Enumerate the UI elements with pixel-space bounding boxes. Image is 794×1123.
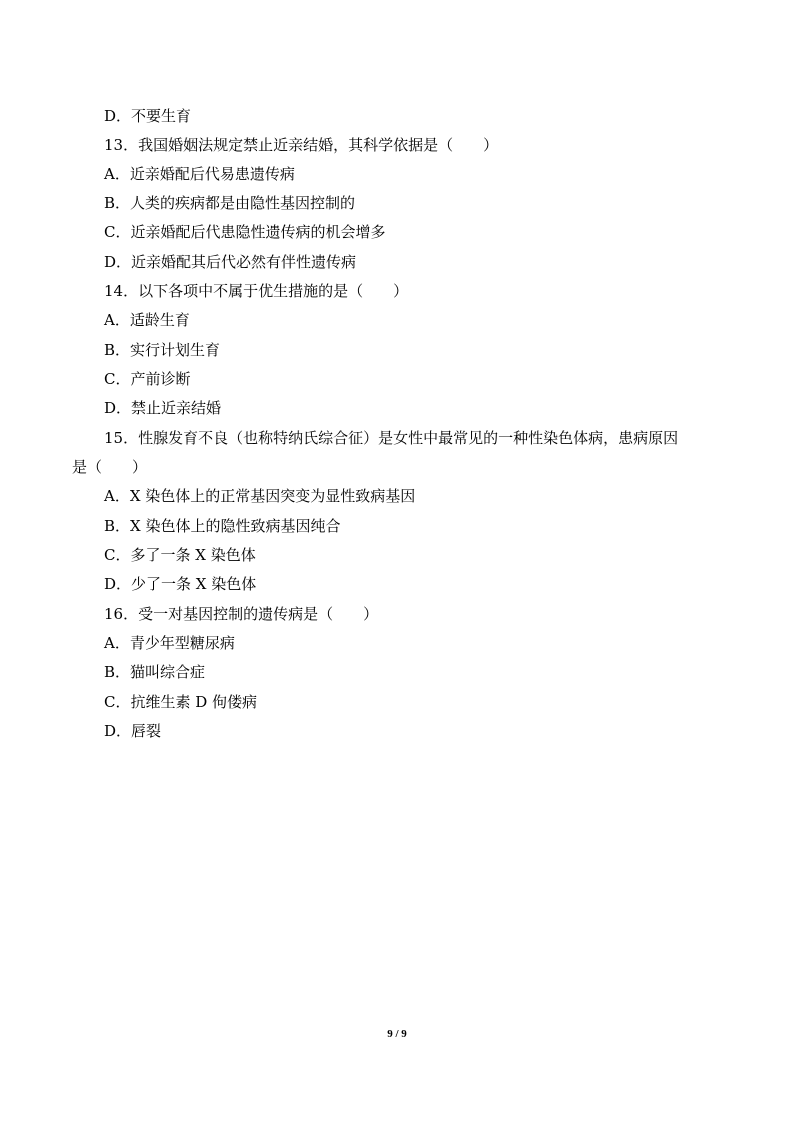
q14-option-a: A．适龄生育 — [104, 311, 190, 329]
question-15-line-2: 是（ ） — [72, 458, 148, 476]
question-16: 16．受一对基因控制的遗传病是（ ） — [104, 605, 379, 623]
q12-option-d: D．不要生育 — [104, 107, 192, 125]
question-15-line-1: 15．性腺发育不良（也称特纳氏综合征）是女性中最常见的一种性染色体病，患病原因 — [104, 429, 679, 447]
q15-option-d: D．少了一条 X 染色体 — [104, 575, 257, 593]
question-14: 14．以下各项中不属于优生措施的是（ ） — [104, 282, 409, 300]
q14-option-d: D．禁止近亲结婚 — [104, 399, 222, 417]
question-13: 13．我国婚姻法规定禁止近亲结婚，其科学依据是（ ） — [104, 136, 499, 154]
q14-option-c: C．产前诊断 — [104, 370, 191, 388]
q13-option-b: B．人类的疾病都是由隐性基因控制的 — [104, 194, 356, 212]
page-number: 9 / 9 — [387, 1028, 407, 1040]
q14-option-b: B．实行计划生育 — [104, 341, 221, 359]
q13-option-d: D．近亲婚配其后代必然有伴性遗传病 — [104, 253, 357, 271]
q16-option-b: B．猫叫综合症 — [104, 663, 206, 681]
q13-option-a: A．近亲婚配后代易患遗传病 — [104, 165, 295, 183]
q13-option-c: C．近亲婚配后代患隐性遗传病的机会增多 — [104, 223, 386, 241]
q16-option-c: C．抗维生素 D 佝偻病 — [104, 693, 258, 711]
q15-option-a: A．X 染色体上的正常基因突变为显性致病基因 — [104, 487, 416, 505]
q16-option-a: A．青少年型糖尿病 — [104, 634, 235, 652]
q15-option-b: B．X 染色体上的隐性致病基因纯合 — [104, 517, 341, 535]
q15-option-c: C．多了一条 X 染色体 — [104, 546, 256, 564]
q16-option-d: D．唇裂 — [104, 722, 162, 740]
